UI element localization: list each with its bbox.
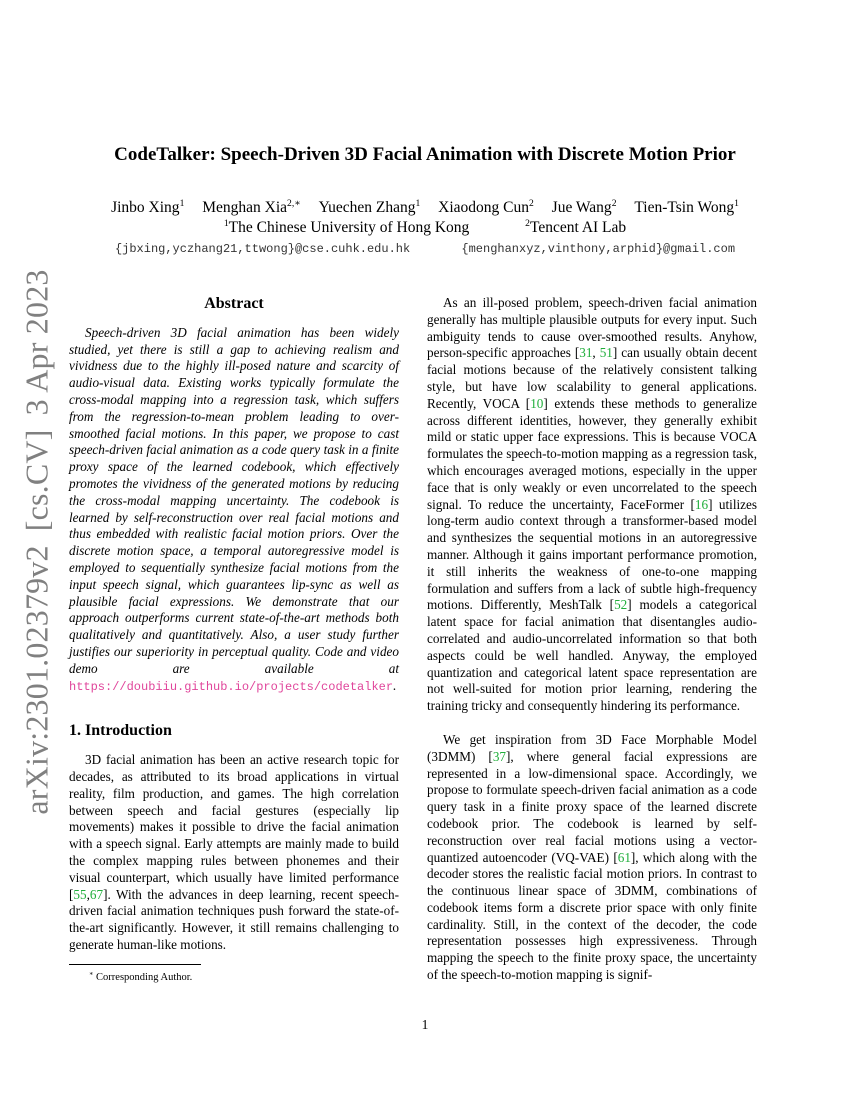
body-paragraph: We get inspiration from 3D Face Morphable Model (3DMM) [37], where general facial expressions are represented in a low-dimensional space. Accordingly, we propose to formulate speech-driven facial animation as a code query task in a finite proxy space of the learned discrete codebook prior. The codebook is learned by self-reconstruction over real facial motions using a vector-quantized autoencoder (VQ-VAE) [61], which along with the decoder stores the realistic facial motion priors. In contrast to the continuous linear space of 3DMM, combinations of codebook items form a discrete prior space with only finite cardinality. Still, in the context of the decoder, the code representation possesses high expressiveness. Through mapping the speech to the finite proxy space, the uncertainty of the speech-to-motion mapping is signif- [427,731,757,983]
email: {jbxing,yczhang21,ttwong}@cse.cuhk.edu.hk [114,242,411,256]
citation-link[interactable]: 16 [694,496,709,512]
footnote: ∗ Corresponding Author. [89,970,193,983]
project-link[interactable]: https://doubiiu.github.io/projects/codetalker [69,679,394,694]
citation-link[interactable]: 10 [530,395,544,411]
citation-link[interactable]: 37 [492,748,507,764]
footnote-rule [69,964,201,965]
citation-link[interactable]: 67 [89,886,104,902]
author: Jue Wang$^2$ [551,197,617,216]
affiliation: $^1$The Chinese University of Hong Kong [223,217,470,236]
arxiv-category: [cs.CV] [18,429,55,532]
section-heading-introduction: 1. Introduction [69,722,172,740]
email: {menghanxyz,vinthony,arphid}@gmail.com [461,242,736,256]
intro-paragraph: 3D facial animation has been an active research topic for decades, as attributed to its broad applications in virtual reality, film production, and games. The high correlation between speech and facial gestures (especially lip movements) makes it possible to drive the facial animation with a speech signal. Early attempts are mainly made to build the complex mapping rules between phonemes and their visual counterpart, which usually have limited performance [55,67]. With the advances in deep learning, recent speech-driven facial animation techniques push forward the state-of-the-art significantly. However, it still remains challenging to generate human-like motions. [69,752,399,952]
citation-link[interactable]: 55 [73,886,87,902]
affiliation: $^2$Tencent AI Lab [525,217,627,236]
author: Jinbo Xing$^1$ [111,197,185,216]
author: Xiaodong Cun$^2$ [438,197,534,216]
arxiv-stamp [19,255,56,814]
citation-link[interactable]: 51 [599,345,613,361]
left-column [69,295,399,986]
citation-link[interactable]: 52 [614,597,628,613]
author: Menghan Xia$^{2,∗}$ [202,197,301,216]
author: Tien-Tsin Wong$^1$ [634,197,739,216]
arxiv-date: 3 Apr 2023 [18,269,55,416]
email-list [0,242,850,256]
body-paragraph: As an ill-posed problem, speech-driven facial animation generally has multiple plausible outputs for every input. Such ambiguity tends to cause over-smoothed results. Anyhow, person-specific approaches [31, 51] can usually obtain decent facial motions because of the relatively consistent talking style, but have low scalability to general applications. Recently, VOCA [10] extends these methods to generalize across different identities, however, they generally exhibit mild or static upper face expressions. This is because VOCA formulates the speech-to-motion mapping as a regression task, which encourages averaged motions, especially in the upper face that is only weakly or even uncorrelated to the speech signal. To reduce the uncertainty, FaceFormer [16] utilizes long-term audio context through a transformer-based model and synthesizes the sequential motions in an autoregressive manner. Although it gains important performance promotion, it still inherits the weakness of one-to-one mapping formulation and suffers from a lack of subtle high-frequency motions. Differently, MeshTalk [52] models a categorical latent space for facial animation that disentangles audio-correlated and audio-uncorrelated information so that both aspects could be well handled. Anyway, the employed quantization and categorical latent space representation are not well-suited for motion prior learning, rendering the training tricky and consequently hindering its performance. [427,295,758,714]
right-column [427,295,757,984]
paper-title: CodeTalker: Speech-Driven 3D Facial Animation with Discrete Motion Prior [114,144,736,165]
page-number: 1 [421,1017,429,1032]
citation-link[interactable]: 31 [579,345,593,361]
abstract-heading: Abstract [204,295,264,312]
citation-link[interactable]: 61 [617,849,631,865]
affiliation-list [0,219,850,237]
author-list [0,199,850,217]
abstract-body: Speech-driven 3D facial animation has been widely studied, yet there is still a gap to achieving realism and vividness due to the highly ill-posed nature and scarcity of audio-visual data. Existing works typically formulate the cross-modal mapping into a regression task, which suffers from the regression-to-mean problem leading to over-smoothed facial motions. In this paper, we propose to cast speech-driven facial animation as a code query task in a finite proxy space of the learned codebook, which effectively promotes the vividness of the generated motions by reducing the cross-modal mapping uncertainty. The codebook is learned by self-reconstruction over real facial motions and thus embedded with realistic facial motion priors. Over the discrete motion space, a temporal autoregressive model is employed to sequentially synthesize facial motions from the input speech signal, which guarantees lip-sync as well as plausible facial expressions. We demonstrate that our approach outperforms current state-of-the-art methods both qualitatively and quantitatively. Also, a user study further justifies our superiority in perceptual quality. Code and video demo are available at https://doubiiu.github.io/projects/codetalker. [69,324,399,694]
arxiv-id: arXiv:2301.02379v2 [18,545,55,815]
author: Yuechen Zhang$^1$ [318,197,421,216]
